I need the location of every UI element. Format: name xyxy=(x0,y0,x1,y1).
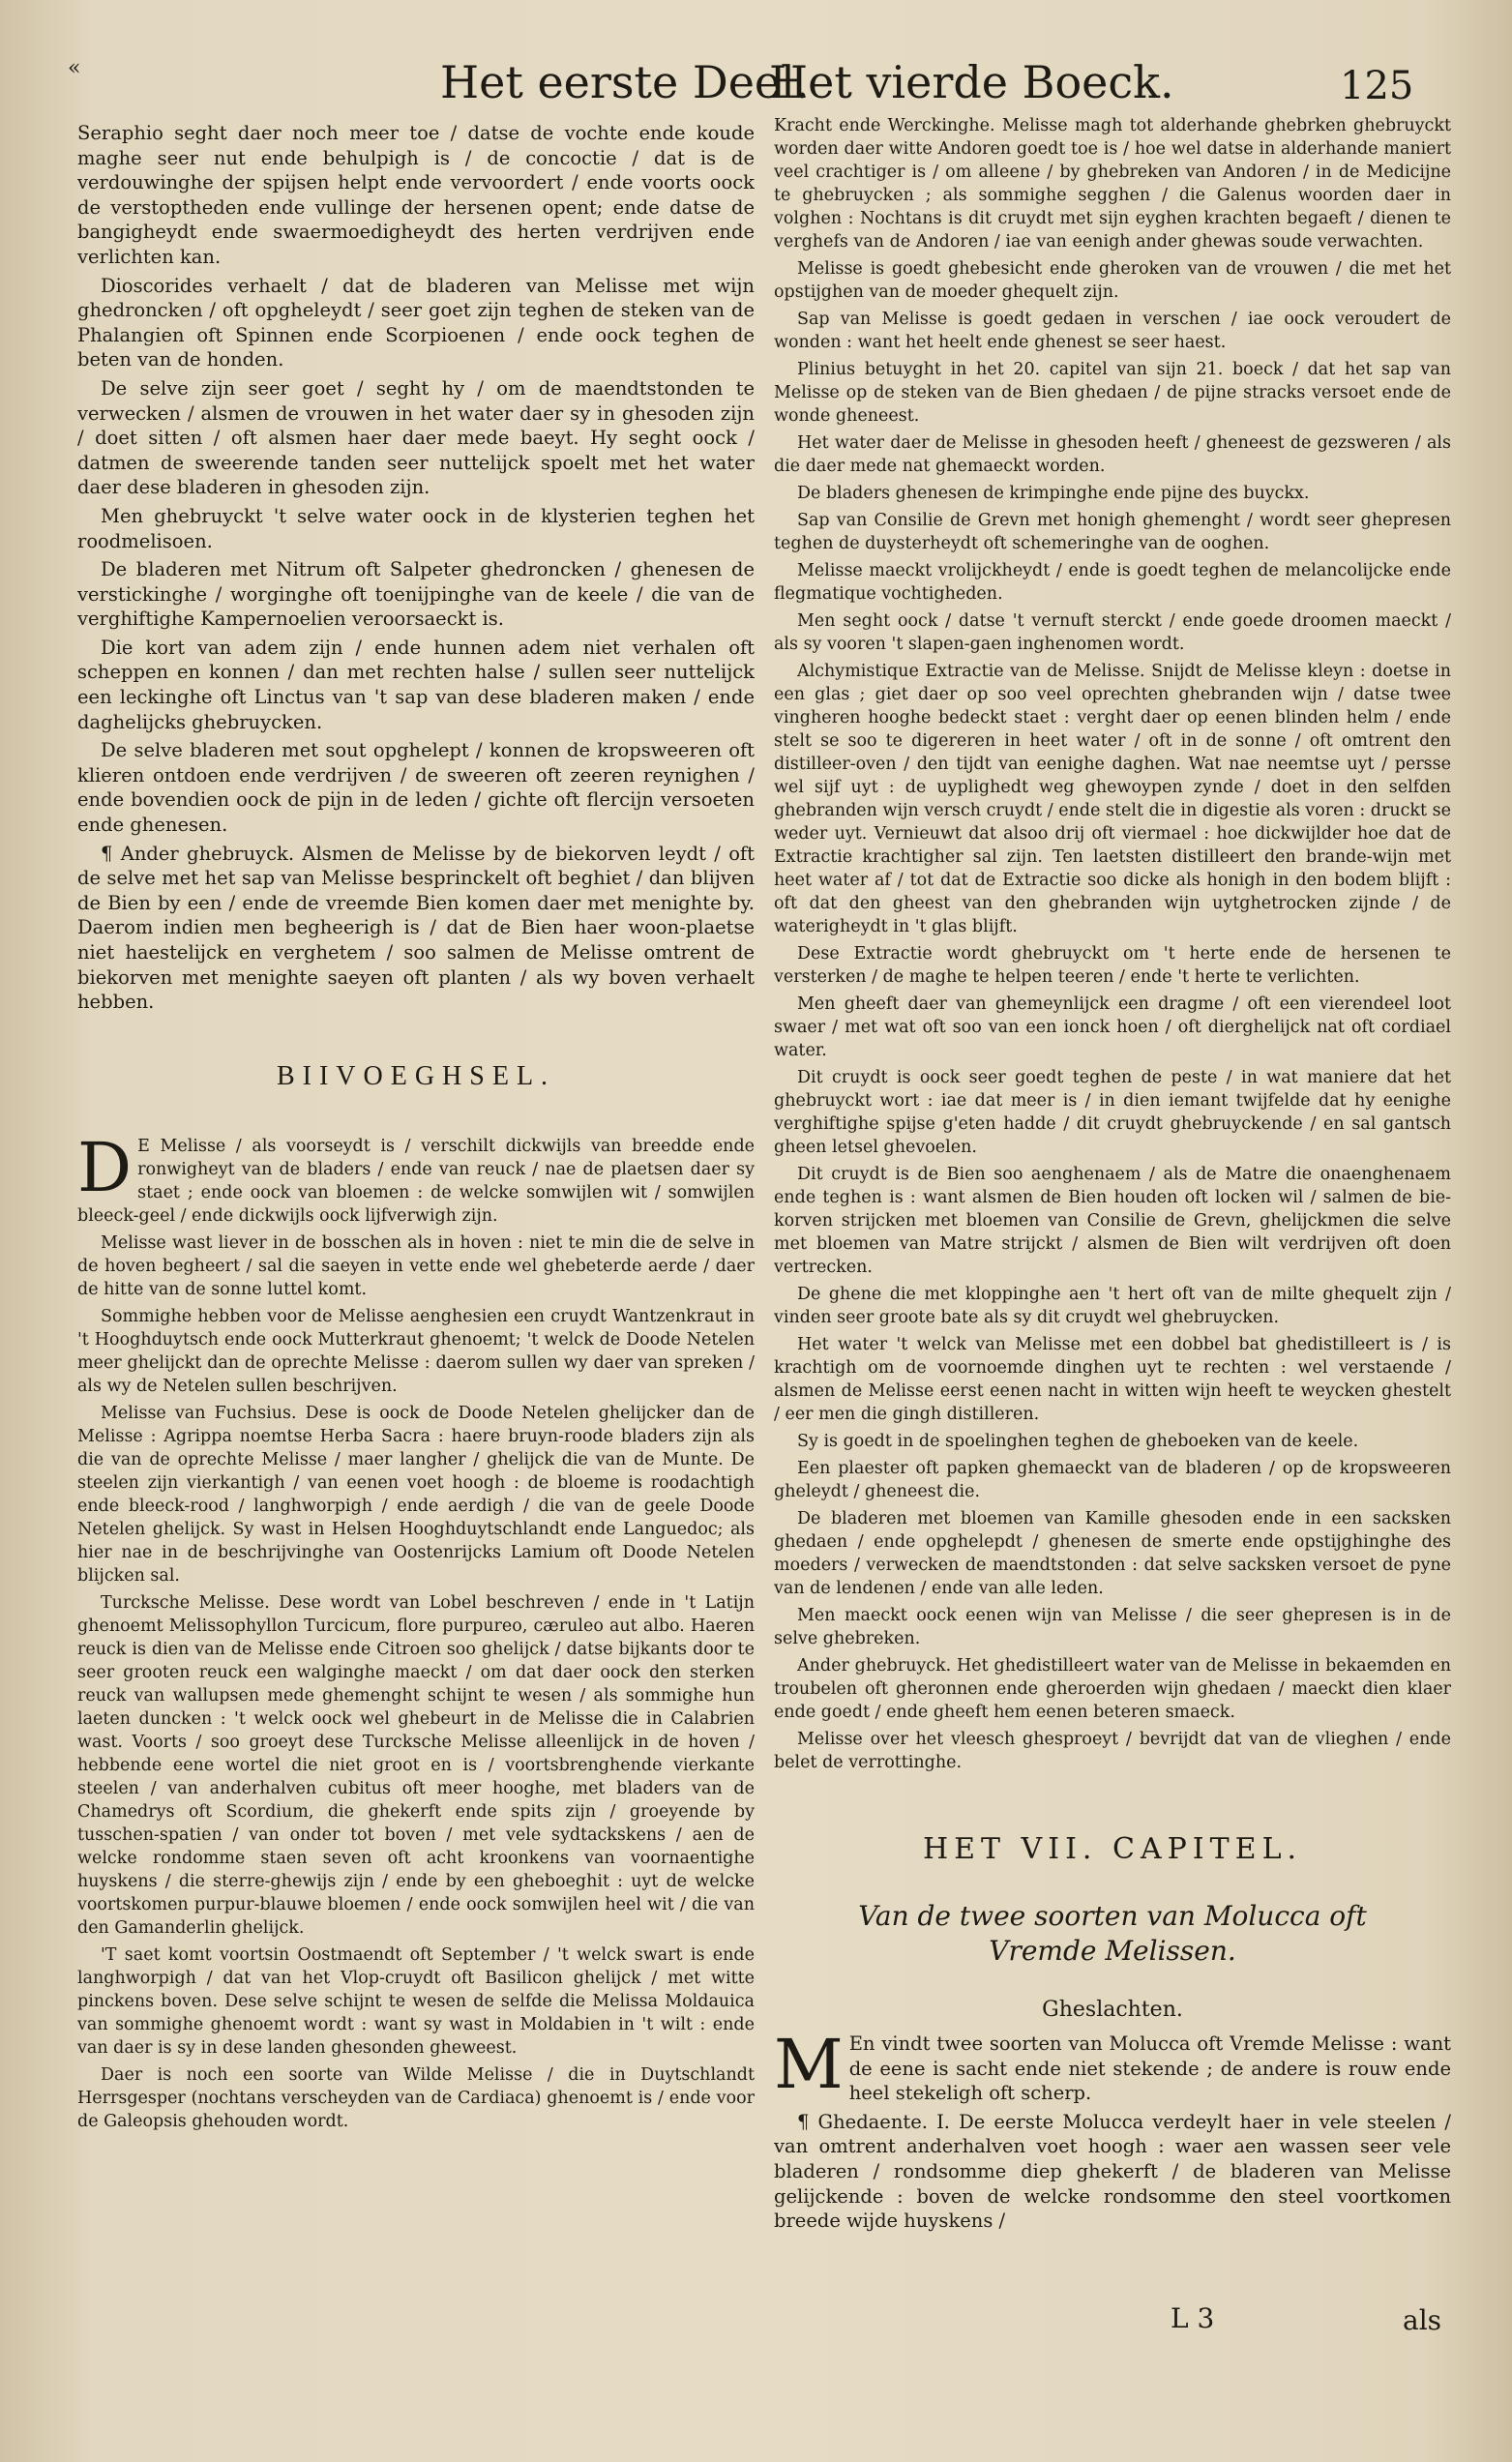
paragraph: Plinius betuyght in het 20. capitel van sijn 21. boeck / dat het sap van Melisse op de steken van de Bien ghedaen / de pijne stracks versoet ende de wonde gheneest. xyxy=(774,360,1451,426)
paragraph-text: En vindt twee soorten van Molucca oft Vremde Melisse : want de eene is sacht ende niet stekende ; de andere is rouw ende heel stekeligh oft scherp. xyxy=(848,2032,1451,2105)
paragraph: Die kort van adem zijn / ende hunnen adem niet verhalen oft scheppen en konnen / dan met rechten halse / sullen seer nuttelijck een leckinghe oft Linctus van 't sap van dese bladeren maken / ende daghelijcks ghebruycken. xyxy=(77,636,755,733)
paragraph: Sap van Consilie de Grevn met honigh ghemenght / wordt seer ghepresen teghen de duysterheydt oft schemeringhe van de ooghen. xyxy=(774,511,1451,553)
chapter-subtitle-line-2: Vremde Melissen. xyxy=(989,1935,1236,1967)
paragraph: Melisse van Fuchsius. Dese is oock de Doode Netelen ghelijcker dan de Melisse : Agrippa noemtse Herba Sacra : haere bruyn-roode bladers zijn als die van de oprechte Melisse / maer langher / ghelijck die van de Munte. De steelen zijn vierkantigh / van eenen voet hoogh : de bloeme is roodachtigh ende bleeck-rood / langhworpigh / ende aerdigh / die van de geele Doode Netelen ghelijck. Sy wast in Helsen Hooghduytschlandt ende Languedoc; als hier nae in de beschrijvinghe van Oostenrijcks Lamium oft Doode Netelen blijcken sal. xyxy=(77,1403,755,1586)
paragraph: De ghene die met kloppinghe aen 't hert oft van de milte ghequelt zijn / vinden seer groote bate als sy dit cruydt wel ghebruycken. xyxy=(774,1285,1451,1327)
paragraph: Het water daer de Melisse in ghesoden heeft / gheneest de gezsweren / als die daer mede nat ghemaeckt worden. xyxy=(774,433,1451,476)
paragraph: Alchymistique Extractie van de Melisse. Snijdt de Melisse kleyn : doetse in een glas ; giet daer op soo veel oprechten ghebranden wijn / datse twee vingheren hooghe bedeckt staet : verght daer op eenen blinden helm / ende stelt se soo te digereren in heet water / oft in de sonne / oft omtrent den distilleer-oven / den tijdt van eenighe daghen. Wat nae neemtse uyt / persse wel sijf uyt : de uyplighedt weg ghewoypen zynde / doet in den selfden ghebranden wijn versch cruydt / ende stelt die in digestie als voren : druckt se weder uyt. Vernieuwt dat alsoo drij oft viermael : hoe dickwijlder hoe dat de Extractie krachtigher sal zijn. Ten laetsten distilleert den brande-wijn met heet water af / tot dat de Extractie soo dicke als honigh in den bodem blijft : oft dat den gheest van den ghebranden wijn uytghetrocken zijnde / de waterigheydt in 't glas blijft. xyxy=(774,662,1451,936)
paragraph: De bladeren met bloemen van Kamille ghesoden ende in een sacksken ghedaen / ende opghelepdt / ghenesen de smerte ende opstijghinghe des moeders / verwecken de maendtstonden : dat selve sacksken versoet de pyne van de lendenen / ende van alle leden. xyxy=(774,1509,1451,1598)
paragraph: Men maeckt oock eenen wijn van Melisse / die seer ghepresen is in de selve ghebreken. xyxy=(774,1606,1451,1648)
paragraph: Dioscorides verhaelt / dat de bladeren van Melisse met wijn ghedroncken / oft opgheleydt / seer goet zijn teghen de steken van de Phalangien oft Spinnen ende Scorpioenen / ende oock teghen de beten van de honden. xyxy=(77,274,755,371)
paragraph: Melisse wast liever in de bosschen als in hoven : niet te min die de selve in de hoven begheert / sal die saeyen in vette ende wel ghebeterde aerde / daer de hitte van de sonne luttel komt. xyxy=(77,1232,755,1299)
paragraph: Melisse is goedt ghebesicht ende gheroken van de vrouwen / die met het opstijghen van de moeder ghequelt zijn. xyxy=(774,259,1451,302)
paragraph: Ander ghebruyck. Het ghedistilleert water van de Melisse in bekaemden en troubelen oft gheronnen ende gheroerden wijn ghedaen / maeckt dien klaer ende goedt / ende gheeft hem eenen beteren smaeck. xyxy=(774,1656,1451,1722)
running-header xyxy=(0,39,1512,126)
paragraph: Kracht ende Werckinghe. Melisse magh tot alderhande ghebrken ghebruyckt worden daer witte Andoren goedt toe is / hoe wel datse in alderhande maniert veel crachtiger is / om alleene / by ghebreken van Andoren / in de Medicijne te ghebruycken ; als sommighe segghen / die Galenus woorden daer in volghen : Nochtans is dit cruydt met sijn eyghen krachten begaeft / dienen te verghefs van de Andoren / iae van eenigh ander ghewas soude verwachten. xyxy=(774,116,1451,252)
paragraph: ¶ Ander ghebruyck. Alsmen de Melisse by de biekorven leydt / oft de selve met het sap van Melisse besprinckelt oft beghiet / dan blijven de Bien by een / ende de vreemde Bien komen daer met menighte by. Daerom indien men begheerigh is / dat de Bien haer woon-plaetse niet haestelijck en verghetem / soo salmen de Melisse omtrent de biekorven met menighte saeyen oft planten / als wy boven verhaelt hebben. xyxy=(77,842,755,1014)
paragraph: Men ghebruyckt 't selve water oock in de klysterien teghen het roodmelisoen. xyxy=(77,504,755,552)
paragraph: Dit cruydt is de Bien soo aenghenaem / als de Matre die onaenghenaem ende teghen is : want alsmen de Bien houden oft locken wil / salmen de bie-korven strijcken met bloemen van Consilie de Grevn, ghelijckmen die selve met bloemen van Matre strijckt / alsmen de Bien wilt verdrijven oft doen vertrecken. xyxy=(774,1165,1451,1277)
paragraph: De bladeren met Nitrum oft Salpeter ghedroncken / ghenesen de verstickinghe / worginghe oft toenijpinghe van de keele / die van de verghiftighe Kampernoelien veroorsaeckt is. xyxy=(77,558,755,631)
header-right-title: Het vierde Boeck. xyxy=(769,56,1174,108)
paragraph: De selve zijn seer goet / seght hy / om de maendtstonden te verwecken / alsmen de vrouwen in het water daer sy in ghesoden zijn / doet sitten / oft alsmen haer daer mede baeyt. Hy seght oock / datmen de sweerende tanden seer nuttelijck spoelt met het water daer dese bladeren in ghesoden zijn. xyxy=(77,376,755,499)
chapter-heading: HET VII. CAPITEL. xyxy=(922,1832,1303,1866)
paragraph: Sommighe hebben voor de Melisse aenghesien een cruydt Wantzenkraut in 't Hooghduytsch ende oock Mutterkraut ghenoemt; 't welck de Doode Netelen meer ghelijckt dan de oprechte Melisse : daerom sullen wy daer van spreken / als wy de Netelen sullen beschrijven. xyxy=(77,1306,755,1396)
page-number: 125 xyxy=(1340,64,1414,108)
paragraph-with-initial xyxy=(77,1127,755,1228)
paragraph: De bladers ghenesen de krimpinghe ende pijne des buyckx. xyxy=(797,484,1310,503)
paragraph: Turcksche Melisse. Dese wordt van Lobel beschreven / ende in 't Latijn ghenoemt Melissophyllon Turcicum, flore purpureo, cæruleo aut albo. Haeren reuck is dien van de Melisse ende Citroen soo ghelijck / datse bijkants door te seer grooten reuck een walginghe maeckt / om dat daer oock den sterken reuck van wallupsen mede ghemenght schijnt te wesen / als sommighe hun laeten duncken : 't welck oock wel ghebeurt in de Melisse die in Calabrien wast. Voorts / soo groeyt dese Turcksche Melisse alleenlijck in de hoven / hebbende eene wortel die niet groot en is / voortsbrenghende vierkante steelen / van anderhalven cubitus oft meer hooghe, met bladers van de Chamedrys oft Scordium, die ghekerft ende spits zijn / groeyende by tusschen-spatien / van onder tot boven / met vele sydtackskens / aen de welcke rondomme staen seven oft acht kroonkens van voornaentighe huyskens / die sterre-ghewijs zijn / ende by een gheboeghit : uyt de welcke voortskomen purpur-blauwe bloemen / ende oock somwijlen heel wit / die van den Gamanderlin ghelijck. xyxy=(77,1592,755,1938)
paragraph: Sap van Melisse is goedt gedaen in verschen / iae oock veroudert de wonden : want het heelt ende ghenest se seer haest. xyxy=(774,310,1451,352)
paragraph: Seraphio seght daer noch meer toe / datse de vochte ende koude maghe seer nut ende behulpigh is / de concoctie / dat is de verdouwinghe der spijsen helpt ende vervoordert / ende voorts oock de verstoptheden ende vullinge der hersenen opent; ende datse de bangigheydt ende swaermoedigheydt des herten verdrijven ende verlichten kan. xyxy=(77,122,755,268)
paragraph: Men gheeft daer van ghemeynlijck een dragme / oft een vierendeel loot swaer / met wat oft soo van een ionck hoen / oft dierghelijck nat oft cordiael water. xyxy=(774,994,1451,1060)
paragraph: ¶ Ghedaente. I. De eerste Molucca verdeylt haer in vele steelen / van omtrent anderhalven voet hoogh : waer aen wassen seer vele bladeren / rondsomme diep ghekerft / de bladeren van Melisse gelijckende : boven de welcke rondsomme den steel voortkomen breede wijde huyskens / xyxy=(774,2110,1451,2233)
catchword: als xyxy=(1403,2304,1442,2336)
right-column xyxy=(774,114,1451,2358)
paragraph-with-initial xyxy=(774,2025,1451,2106)
header-mark: « xyxy=(68,56,81,80)
paragraph: Een plaester oft papken ghemaeckt van de bladeren / op de kropsweeren gheleydt / gheneest die. xyxy=(774,1459,1451,1501)
paragraph: Dit cruydt is oock seer goedt teghen de peste / in wat maniere dat het ghebruyckt wort : iae dat meer is / in dien iemant twijfelde dat hy eenighe verghiftighe spijse g'eten hadde / dit cruydt ghebruyckende / en sal gantsch gheen letsel ghevoelen. xyxy=(774,1068,1451,1157)
section-heading: BIIVOEGHSEL. xyxy=(276,1060,556,1091)
header-left-title: Het eerste Deel. xyxy=(440,56,810,108)
signature-mark: L 3 xyxy=(1171,2302,1215,2334)
paragraph: Melisse maeckt vrolijckheydt / ende is goedt teghen de melancolijcke ende flegmatique vochtigheden. xyxy=(774,561,1451,604)
paragraph: Men seght oock / datse 't vernuft sterckt / ende goede droomen maeckt / als sy vooren 't slapen-gaen inghenomen wordt. xyxy=(774,611,1451,654)
paragraph: Melisse over het vleesch ghesproeyt / bevrijdt dat van de vlieghen / ende belet de verrottinghe. xyxy=(774,1730,1451,1772)
subheading-gheslachten: Gheslachten. xyxy=(1042,1998,1183,2022)
left-column xyxy=(77,121,755,2365)
paragraph: 'T saet komt voortsin Oostmaendt oft September / 't welck swart is ende langhworpigh / dat van het Vlop-cruydt oft Basilicon ghelijck / met witte pinckens boven. Dese selve schijnt te wesen de selfde die Melissa Moldauica van sommighe ghenoemt wordt : want sy wast in Moldabien in 't wilt : ende van daer is sy in dese landen ghesonden gheweest. xyxy=(77,1944,755,2058)
chapter-subtitle-line-1: Van de twee soorten van Molucca oft xyxy=(858,1900,1367,1932)
paragraph: Het water 't welck van Melisse met een dobbel bat ghedistilleert is / is krachtigh om de voornoemde dinghen uyt te rechten : wel verstaende / alsmen de Melisse eerst eenen nacht in witten wijn heeft te weycken ghestelt / eer men die gingh distilleren. xyxy=(774,1335,1451,1424)
paragraph: Daer is noch een soorte van Wilde Melisse / die in Duytschlandt Herrsgesper (nochtans verscheyden van de Cardiaca) ghenoemt is / ende voor de Galeopsis ghehouden wordt. xyxy=(77,2064,755,2131)
drop-cap: M xyxy=(774,2025,844,2104)
paragraph: Sy is goedt in de spoelinghen teghen de gheboeken van de keele. xyxy=(797,1432,1359,1451)
paragraph-text: E Melisse / als voorseydt is / verschilt dickwijls van breedde ende ronwigheyt van de bladers / ende van reuck / nae de plaetsen daer sy staet ; ende oock van bloemen : de welcke somwijlen wit / somwijlen bleeck-geel / ende dickwijls oock lijfverwigh zijn. xyxy=(77,1136,755,1226)
paragraph: De selve bladeren met sout opghelept / konnen de kropsweeren oft klieren ontdoen ende verdrijven / de sweeren oft zeeren reynighen / ende bovendien oock de pijn in de leden / gichte oft flercijn versoeten ende ghenesen. xyxy=(77,739,755,837)
drop-cap: D xyxy=(77,1127,133,1207)
paragraph: Dese Extractie wordt ghebruyckt om 't herte ende de hersenen te versterken / de maghe te helpen teeren / ende 't herte te verlichten. xyxy=(774,944,1451,987)
